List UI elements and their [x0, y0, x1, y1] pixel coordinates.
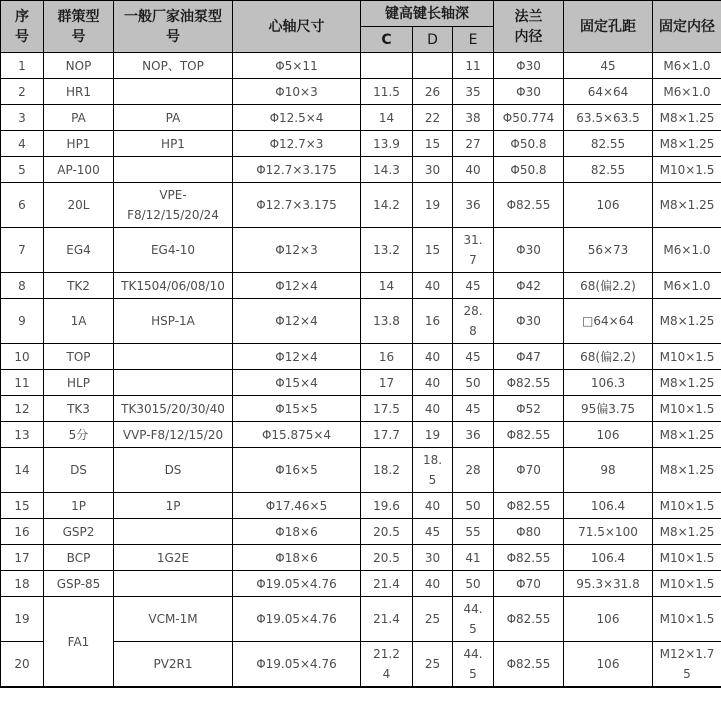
cell-spindle: Φ18×6 — [233, 519, 361, 545]
cell-flange: Φ82.55 — [494, 545, 564, 571]
table-row — [1, 370, 721, 396]
cell-c: 13.8 — [361, 299, 413, 344]
cell-e: 38 — [453, 105, 494, 131]
cell-e: 41 — [453, 545, 494, 571]
cell-d — [413, 53, 453, 79]
cell-spindle: Φ12.7×3.175 — [233, 157, 361, 183]
cell-no: 8 — [1, 273, 44, 299]
cell-hole: 95偏3.75 — [564, 396, 653, 422]
cell-d: 40 — [413, 396, 453, 422]
cell-no: 10 — [1, 344, 44, 370]
cell-spindle: Φ12×4 — [233, 273, 361, 299]
cell-hole: 45 — [564, 53, 653, 79]
cell-model: TK3 — [44, 396, 114, 422]
table-row — [1, 519, 721, 545]
cell-model: BCP — [44, 545, 114, 571]
cell-model: GSP2 — [44, 519, 114, 545]
col-header-c: C — [361, 27, 413, 53]
cell-e: 55 — [453, 519, 494, 545]
cell-model: GSP-85 — [44, 571, 114, 597]
cell-flange: Φ70 — [494, 448, 564, 493]
cell-model: HLP — [44, 370, 114, 396]
table-row — [1, 448, 721, 493]
col-header-e: E — [453, 27, 494, 53]
cell-flange: Φ50.8 — [494, 131, 564, 157]
table-row — [1, 53, 721, 79]
cell-no: 20 — [1, 642, 44, 688]
cell-d: 30 — [413, 545, 453, 571]
cell-e: 40 — [453, 157, 494, 183]
cell-hole: 56×73 — [564, 228, 653, 273]
cell-spindle: Φ18×6 — [233, 545, 361, 571]
cell-mfr: PA — [114, 105, 233, 131]
cell-hole: 98 — [564, 448, 653, 493]
col-header-mfr-model: 一般厂家油泵型号 — [114, 1, 233, 53]
cell-c: 21.24 — [361, 642, 413, 688]
cell-model: 1P — [44, 493, 114, 519]
cell-mfr: EG4-10 — [114, 228, 233, 273]
cell-mfr: 1G2E — [114, 545, 233, 571]
cell-mfr — [114, 370, 233, 396]
cell-no: 7 — [1, 228, 44, 273]
cell-no: 11 — [1, 370, 44, 396]
table-row — [1, 131, 721, 157]
cell-fixed: M8×1.25 — [653, 370, 721, 396]
cell-spindle: Φ15×4 — [233, 370, 361, 396]
cell-spindle: Φ12×4 — [233, 299, 361, 344]
cell-no: 15 — [1, 493, 44, 519]
cell-fixed: M8×1.25 — [653, 448, 721, 493]
cell-no: 13 — [1, 422, 44, 448]
cell-flange: Φ50.774 — [494, 105, 564, 131]
cell-no: 1 — [1, 53, 44, 79]
cell-flange: Φ30 — [494, 299, 564, 344]
cell-flange: Φ82.55 — [494, 422, 564, 448]
cell-hole: 68(偏2.2) — [564, 273, 653, 299]
header-row-1 — [1, 1, 721, 27]
cell-no: 14 — [1, 448, 44, 493]
cell-mfr: TK3015/20/30/40 — [114, 396, 233, 422]
cell-no: 16 — [1, 519, 44, 545]
cell-hole: □64×64 — [564, 299, 653, 344]
cell-d: 40 — [413, 370, 453, 396]
cell-e: 28 — [453, 448, 494, 493]
cell-mfr — [114, 519, 233, 545]
cell-no: 5 — [1, 157, 44, 183]
cell-c: 14 — [361, 273, 413, 299]
cell-fixed: M10×1.5 — [653, 571, 721, 597]
cell-c: 18.2 — [361, 448, 413, 493]
cell-d: 19 — [413, 183, 453, 228]
cell-d: 45 — [413, 519, 453, 545]
cell-d: 40 — [413, 344, 453, 370]
cell-model: HR1 — [44, 79, 114, 105]
cell-fixed: M6×1.0 — [653, 273, 721, 299]
cell-spindle: Φ12×4 — [233, 344, 361, 370]
cell-mfr — [114, 157, 233, 183]
cell-no: 9 — [1, 299, 44, 344]
table-row — [1, 344, 721, 370]
cell-e: 45 — [453, 344, 494, 370]
cell-fixed: M10×1.5 — [653, 545, 721, 571]
table-row — [1, 493, 721, 519]
cell-model: 1A — [44, 299, 114, 344]
cell-mfr: TK1504/06/08/10 — [114, 273, 233, 299]
cell-no: 17 — [1, 545, 44, 571]
table-row — [1, 105, 721, 131]
cell-spindle: Φ12×3 — [233, 228, 361, 273]
cell-d: 18.5 — [413, 448, 453, 493]
cell-fixed: M8×1.25 — [653, 105, 721, 131]
cell-c: 13.2 — [361, 228, 413, 273]
cell-flange: Φ70 — [494, 571, 564, 597]
cell-e: 11 — [453, 53, 494, 79]
col-header-d: D — [413, 27, 453, 53]
cell-mfr: HP1 — [114, 131, 233, 157]
cell-fixed: M10×1.5 — [653, 396, 721, 422]
table-body — [1, 53, 721, 688]
cell-d: 25 — [413, 597, 453, 642]
cell-no: 4 — [1, 131, 44, 157]
cell-e: 45 — [453, 273, 494, 299]
cell-hole: 95.3×31.8 — [564, 571, 653, 597]
cell-no: 12 — [1, 396, 44, 422]
cell-hole: 106.4 — [564, 493, 653, 519]
cell-c: 11.5 — [361, 79, 413, 105]
cell-hole: 106.3 — [564, 370, 653, 396]
cell-d: 16 — [413, 299, 453, 344]
cell-hole: 106 — [564, 597, 653, 642]
cell-e: 36 — [453, 183, 494, 228]
cell-e: 28.8 — [453, 299, 494, 344]
cell-d: 22 — [413, 105, 453, 131]
cell-spindle: Φ12.7×3.175 — [233, 183, 361, 228]
cell-d: 30 — [413, 157, 453, 183]
cell-d: 15 — [413, 228, 453, 273]
cell-e: 44.5 — [453, 597, 494, 642]
cell-fixed: M10×1.5 — [653, 344, 721, 370]
cell-fixed: M8×1.25 — [653, 299, 721, 344]
cell-no: 2 — [1, 79, 44, 105]
cell-model: HP1 — [44, 131, 114, 157]
cell-fixed: M8×1.25 — [653, 422, 721, 448]
cell-flange: Φ30 — [494, 53, 564, 79]
cell-d: 40 — [413, 273, 453, 299]
cell-e: 36 — [453, 422, 494, 448]
cell-c: 16 — [361, 344, 413, 370]
cell-e: 31.7 — [453, 228, 494, 273]
cell-e: 27 — [453, 131, 494, 157]
cell-flange: Φ82.55 — [494, 642, 564, 688]
col-header-model: 群策型号 — [44, 1, 114, 53]
cell-c: 14 — [361, 105, 413, 131]
cell-model: DS — [44, 448, 114, 493]
cell-d: 26 — [413, 79, 453, 105]
cell-hole: 106.4 — [564, 545, 653, 571]
cell-c: 17 — [361, 370, 413, 396]
cell-hole: 106 — [564, 183, 653, 228]
cell-model: NOP — [44, 53, 114, 79]
cell-no: 3 — [1, 105, 44, 131]
cell-mfr: NOP、TOP — [114, 53, 233, 79]
cell-model: AP-100 — [44, 157, 114, 183]
cell-c: 14.3 — [361, 157, 413, 183]
cell-c: 20.5 — [361, 519, 413, 545]
cell-mfr: DS — [114, 448, 233, 493]
cell-mfr: HSP-1A — [114, 299, 233, 344]
cell-mfr — [114, 79, 233, 105]
table-row — [1, 422, 721, 448]
cell-model: PA — [44, 105, 114, 131]
table-row — [1, 299, 721, 344]
cell-flange: Φ52 — [494, 396, 564, 422]
cell-hole: 63.5×63.5 — [564, 105, 653, 131]
table-row — [1, 396, 721, 422]
cell-fixed: M6×1.0 — [653, 53, 721, 79]
cell-spindle: Φ16×5 — [233, 448, 361, 493]
cell-hole: 64×64 — [564, 79, 653, 105]
cell-spindle: Φ15.875×4 — [233, 422, 361, 448]
col-header-serial: 序号 — [1, 1, 44, 53]
cell-e: 50 — [453, 493, 494, 519]
table-row — [1, 545, 721, 571]
table-row — [1, 228, 721, 273]
cell-spindle: Φ19.05×4.76 — [233, 571, 361, 597]
cell-hole: 82.55 — [564, 131, 653, 157]
table-row — [1, 597, 721, 642]
cell-mfr — [114, 571, 233, 597]
cell-d: 15 — [413, 131, 453, 157]
table-row — [1, 273, 721, 299]
cell-mfr: VCM-1M — [114, 597, 233, 642]
cell-c: 13.9 — [361, 131, 413, 157]
cell-spindle: Φ12.7×3 — [233, 131, 361, 157]
cell-d: 25 — [413, 642, 453, 688]
col-header-fixed-id: 固定内径 — [653, 1, 721, 53]
cell-hole: 106 — [564, 642, 653, 688]
cell-fixed: M8×1.25 — [653, 183, 721, 228]
cell-model: 5分 — [44, 422, 114, 448]
cell-no: 6 — [1, 183, 44, 228]
cell-e: 45 — [453, 396, 494, 422]
cell-model: TK2 — [44, 273, 114, 299]
cell-c — [361, 53, 413, 79]
cell-fixed: M10×1.5 — [653, 597, 721, 642]
table-row — [1, 157, 721, 183]
cell-mfr: VPE-F8/12/15/20/24 — [114, 183, 233, 228]
cell-fixed: M10×1.5 — [653, 157, 721, 183]
cell-flange: Φ30 — [494, 79, 564, 105]
cell-e: 35 — [453, 79, 494, 105]
cell-flange: Φ82.55 — [494, 183, 564, 228]
cell-spindle: Φ12.5×4 — [233, 105, 361, 131]
cell-flange: Φ80 — [494, 519, 564, 545]
cell-c: 17.7 — [361, 422, 413, 448]
cell-spindle: Φ19.05×4.76 — [233, 642, 361, 688]
cell-c: 14.2 — [361, 183, 413, 228]
cell-hole: 82.55 — [564, 157, 653, 183]
cell-spindle: Φ10×3 — [233, 79, 361, 105]
cell-e: 50 — [453, 370, 494, 396]
cell-hole: 68(偏2.2) — [564, 344, 653, 370]
cell-flange: Φ50.8 — [494, 157, 564, 183]
cell-fixed: M8×1.25 — [653, 519, 721, 545]
cell-flange: Φ47 — [494, 344, 564, 370]
col-header-spindle-size: 心轴尺寸 — [233, 1, 361, 53]
table-row — [1, 79, 721, 105]
cell-fixed: M6×1.0 — [653, 79, 721, 105]
cell-d: 19 — [413, 422, 453, 448]
cell-model: TOP — [44, 344, 114, 370]
cell-spindle: Φ17.46×5 — [233, 493, 361, 519]
cell-spindle: Φ19.05×4.76 — [233, 597, 361, 642]
cell-flange: Φ82.55 — [494, 370, 564, 396]
col-header-flange-id: 法兰内径 — [494, 1, 564, 53]
cell-c: 20.5 — [361, 545, 413, 571]
cell-c: 21.4 — [361, 597, 413, 642]
cell-e: 44.5 — [453, 642, 494, 688]
cell-mfr: VVP-F8/12/15/20 — [114, 422, 233, 448]
cell-c: 17.5 — [361, 396, 413, 422]
cell-model: 20L — [44, 183, 114, 228]
cell-model: FA1 — [44, 597, 114, 688]
cell-mfr — [114, 344, 233, 370]
col-header-hole-distance: 固定孔距 — [564, 1, 653, 53]
col-header-key-group: 键高键长轴深 — [361, 1, 494, 27]
cell-spindle: Φ5×11 — [233, 53, 361, 79]
cell-flange: Φ42 — [494, 273, 564, 299]
cell-flange: Φ30 — [494, 228, 564, 273]
cell-hole: 106 — [564, 422, 653, 448]
cell-fixed: M8×1.25 — [653, 131, 721, 157]
cell-d: 40 — [413, 493, 453, 519]
cell-model: EG4 — [44, 228, 114, 273]
cell-fixed: M6×1.0 — [653, 228, 721, 273]
cell-hole: 71.5×100 — [564, 519, 653, 545]
table-row — [1, 183, 721, 228]
cell-flange: Φ82.55 — [494, 493, 564, 519]
cell-fixed: M12×1.75 — [653, 642, 721, 688]
table-row — [1, 571, 721, 597]
cell-no: 19 — [1, 597, 44, 642]
cell-c: 19.6 — [361, 493, 413, 519]
cell-d: 40 — [413, 571, 453, 597]
table-header — [1, 1, 721, 53]
cell-mfr: PV2R1 — [114, 642, 233, 688]
cell-spindle: Φ15×5 — [233, 396, 361, 422]
cell-fixed: M10×1.5 — [653, 493, 721, 519]
cell-flange: Φ82.55 — [494, 597, 564, 642]
cell-no: 18 — [1, 571, 44, 597]
cell-mfr: 1P — [114, 493, 233, 519]
cell-e: 50 — [453, 571, 494, 597]
cell-c: 21.4 — [361, 571, 413, 597]
